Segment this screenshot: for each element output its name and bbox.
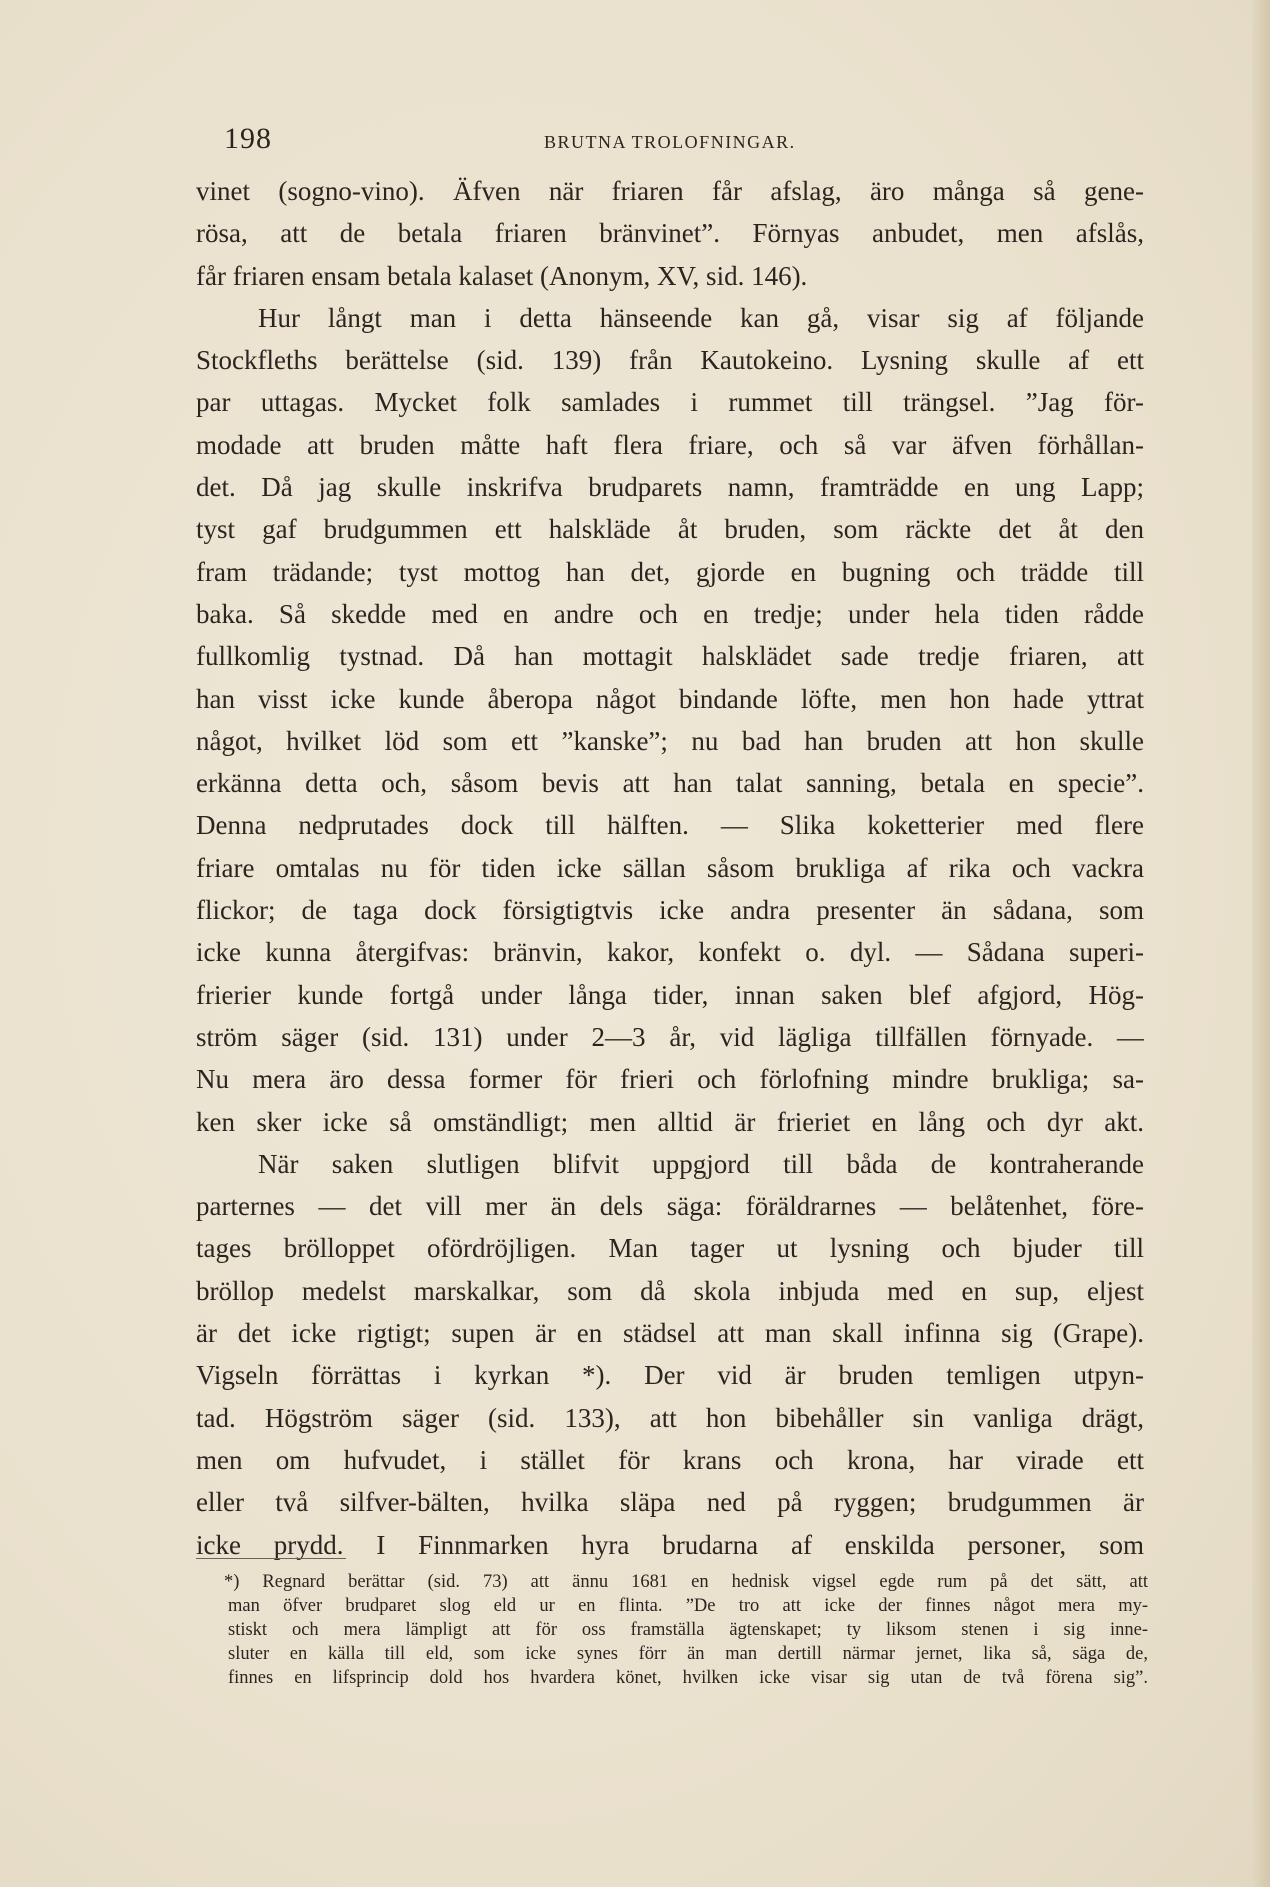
- text-line: ström säger (sid. 131) under 2—3 år, vid lägliga tillfällen förnyade. —: [196, 1021, 1144, 1052]
- footnote: [224, 1570, 1148, 1690]
- text-line: erkänna detta och, såsom bevis att han talat sanning, betala en specie”.: [196, 768, 1144, 799]
- footnote-divider: [196, 1558, 346, 1559]
- text-line: par uttagas. Mycket folk samlades i rummet till trängsel. ”Jag för-: [196, 387, 1144, 418]
- text-line: fram trädande; tyst mottog han det, gjorde en bugning och trädde till: [196, 556, 1144, 587]
- text-line: När saken slutligen blifvit uppgjord till båda de kontraherande: [258, 1148, 1144, 1179]
- text-line: modade att bruden måtte haft flera friare, och så var äfven förhållan-: [196, 429, 1144, 460]
- text-line: fullkomlig tystnad. Då han mottagit halsklädet sade tredje friaren, att: [196, 641, 1144, 672]
- text-line: det. Då jag skulle inskrifva brudparets namn, framträdde en ung Lapp;: [196, 472, 1144, 503]
- text-line: icke kunna återgifvas: bränvin, kakor, konfekt o. dyl. — Sådana superi-: [196, 937, 1144, 968]
- text-line: är det icke rigtigt; supen är en städsel att man skall infinna sig (Grape).: [196, 1318, 1144, 1349]
- page-header: [224, 122, 1014, 158]
- text-line: baka. Så skedde med en andre och en tredje; under hela tiden rådde: [196, 598, 1144, 629]
- text-line: men om hufvudet, i stället för krans och krona, har virade ett: [196, 1444, 1144, 1475]
- text-line: han visst icke kunde åberopa något bindande löfte, men hon hade yttrat: [196, 683, 1144, 714]
- text-line: ken sker icke så omständligt; men alltid är frieriet en lång och dyr akt.: [196, 1106, 1144, 1137]
- page-number: 198: [224, 122, 272, 155]
- body-text: [196, 170, 1144, 1566]
- text-line: flickor; de taga dock försigtigtvis icke andra presenter än sådana, som: [196, 895, 1144, 926]
- footnote-line: stiskt och mera lämpligt att för oss framställa ägtenskapet; ty liksom stenen i sig inne-: [228, 1620, 1148, 1640]
- text-line: Stockfleths berättelse (sid. 139) från Kautokeino. Lysning skulle af ett: [196, 345, 1144, 376]
- text-line: tyst gaf brudgummen ett halskläde åt bruden, som räckte det åt den: [196, 514, 1144, 545]
- text-line: Vigseln förrättas i kyrkan *). Der vid är bruden temligen utpyn-: [196, 1360, 1144, 1391]
- text-line: icke prydd. I Finnmarken hyra brudarna af enskilda personer, som: [196, 1529, 1144, 1560]
- text-line: tages brölloppet ofördröjligen. Man tager ut lysning och bjuder till: [196, 1233, 1144, 1264]
- text-line: Hur långt man i detta hänseende kan gå, visar sig af följande: [258, 302, 1144, 333]
- text-line: får friaren ensam betala kalaset (Anonym, XV, sid. 146).: [196, 260, 808, 291]
- footnote-line: sluter en källa till eld, som icke synes förr än man dertill närmar jernet, lika så, säga de,: [228, 1644, 1148, 1664]
- text-line: rösa, att de betala friaren bränvinet”. Förnyas anbudet, men afslås,: [196, 218, 1144, 249]
- text-line: Denna nedprutades dock till hälften. — Slika koketterier med flere: [196, 810, 1144, 841]
- text-line: parternes — det vill mer än dels säga: föräldrarnes — belåtenhet, före-: [196, 1191, 1144, 1222]
- footnote-line: man öfver brudparet slog eld ur en flinta. ”De tro att icke der finnes något mera my-: [228, 1596, 1148, 1616]
- text-line: friare omtalas nu för tiden icke sällan såsom brukliga af rika och vackra: [196, 852, 1144, 883]
- text-line: eller två silfver-bälten, hvilka släpa ned på ryggen; brudgummen är: [196, 1487, 1144, 1518]
- text-line: något, hvilket löd som ett ”kanske”; nu bad han bruden att hon skulle: [196, 725, 1144, 756]
- page-edge-shadow: [1252, 0, 1270, 1887]
- text-line: Nu mera äro dessa former för frieri och förlofning mindre brukliga; sa-: [196, 1064, 1144, 1095]
- text-line: bröllop medelst marskalkar, som då skola inbjuda med en sup, eljest: [196, 1275, 1144, 1306]
- text-line: vinet (sogno-vino). Äfven när friaren får afslag, äro många så gene-: [196, 176, 1144, 206]
- text-line: tad. Högström säger (sid. 133), att hon bibehåller sin vanliga drägt,: [196, 1402, 1144, 1433]
- footnote-line: *) Regnard berättar (sid. 73) att ännu 1681 en hednisk vigsel egde rum på det sätt, att: [224, 1572, 1148, 1592]
- footnote-line: finnes en lifsprincip dold hos hvardera könet, hvilken icke visar sig utan de två förena sig”.: [228, 1668, 1148, 1688]
- text-line: frierier kunde fortgå under långa tider, innan saken blef afgjord, Hög-: [196, 979, 1144, 1010]
- running-head: BRUTNA TROLOFNINGAR.: [544, 132, 796, 152]
